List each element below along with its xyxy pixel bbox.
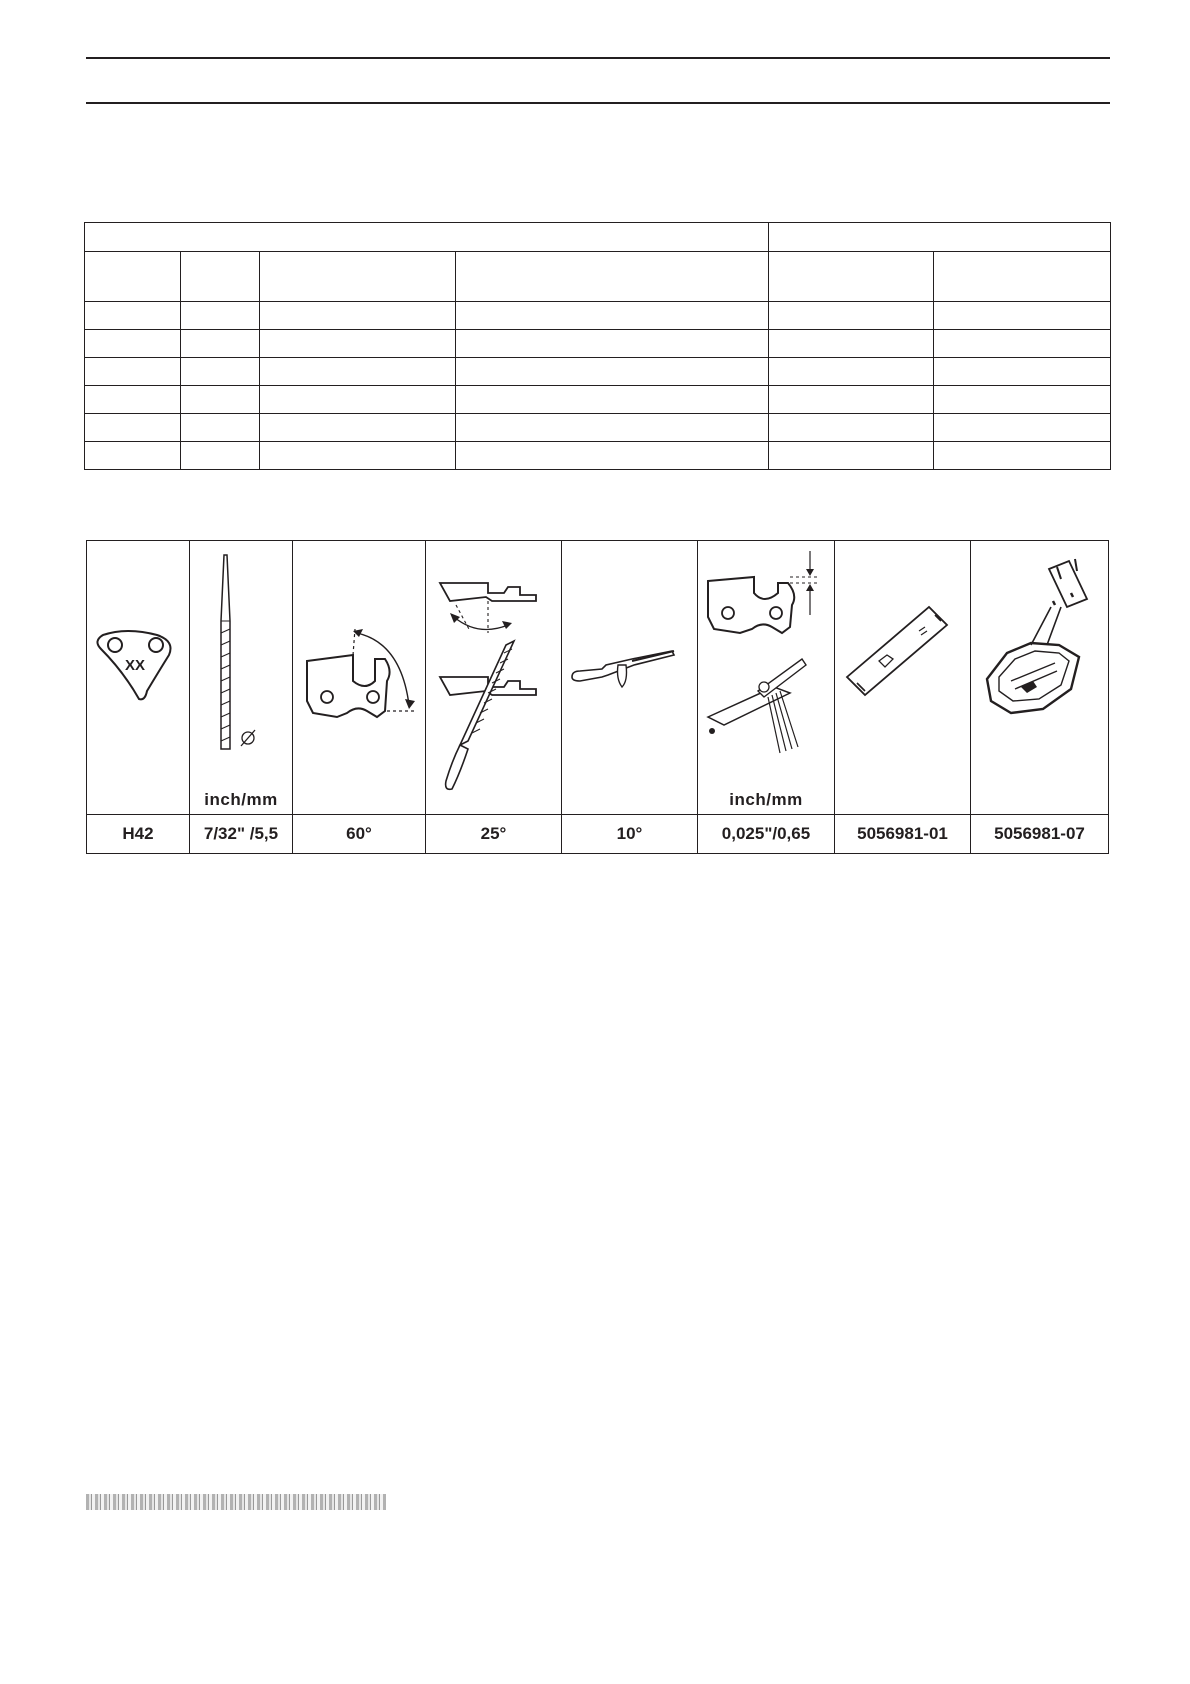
depth-gauge-tool-value: 5056981-01 — [835, 815, 971, 854]
spec-col-head — [85, 252, 181, 302]
chain-marking-text: XX — [124, 657, 146, 674]
file-guide-cell — [971, 541, 1109, 815]
depth-gauge-unit-label: inch/mm — [729, 790, 803, 809]
file-diameter-value: 7/32" /5,5 — [190, 815, 293, 854]
top-plate-angle-value: 60° — [293, 815, 426, 854]
spec-header-left — [85, 223, 769, 252]
spec-col-head — [934, 252, 1111, 302]
depth-gauge-tool-cell — [835, 541, 971, 815]
file-holder-cell — [562, 541, 698, 815]
sharpening-values-row — [87, 815, 1109, 854]
scan-artifact — [86, 1494, 386, 1510]
spec-table — [84, 222, 1111, 470]
top-plate-angle-icon — [293, 541, 426, 814]
spec-col-head — [769, 252, 934, 302]
top-plate-angle-cell — [293, 541, 426, 815]
top-rule — [86, 57, 1110, 59]
header-rule — [86, 102, 1110, 104]
round-file-icon — [190, 541, 293, 814]
spec-col-head — [181, 252, 260, 302]
spec-row — [85, 414, 1111, 442]
chain-type-value: H42 — [87, 815, 190, 854]
file-angle-cell — [426, 541, 562, 815]
file-guide-icon — [971, 541, 1109, 814]
file-angle-value: 25° — [426, 815, 562, 854]
spec-row — [85, 386, 1111, 414]
spec-row — [85, 302, 1111, 330]
sharpening-table — [86, 540, 1109, 854]
spec-row — [85, 358, 1111, 386]
depth-gauge-icon — [698, 541, 835, 814]
spec-row — [85, 330, 1111, 358]
file-tilt-value: 10° — [562, 815, 698, 854]
spec-col-head — [260, 252, 456, 302]
spec-row — [85, 442, 1111, 470]
depth-gauge-tool-icon — [835, 541, 971, 814]
spec-col-head — [456, 252, 769, 302]
file-guide-value: 5056981-07 — [971, 815, 1109, 854]
spec-header-right — [769, 223, 1111, 252]
file-unit-label: inch/mm — [204, 790, 278, 809]
file-cell — [190, 541, 293, 815]
file-angle-icon — [426, 541, 562, 814]
chain-marking-icon — [87, 541, 190, 814]
file-holder-icon — [562, 541, 698, 814]
depth-gauge-value: 0,025"/0,65 — [698, 815, 835, 854]
depth-gauge-cell — [698, 541, 835, 815]
chain-marking-cell — [87, 541, 190, 815]
